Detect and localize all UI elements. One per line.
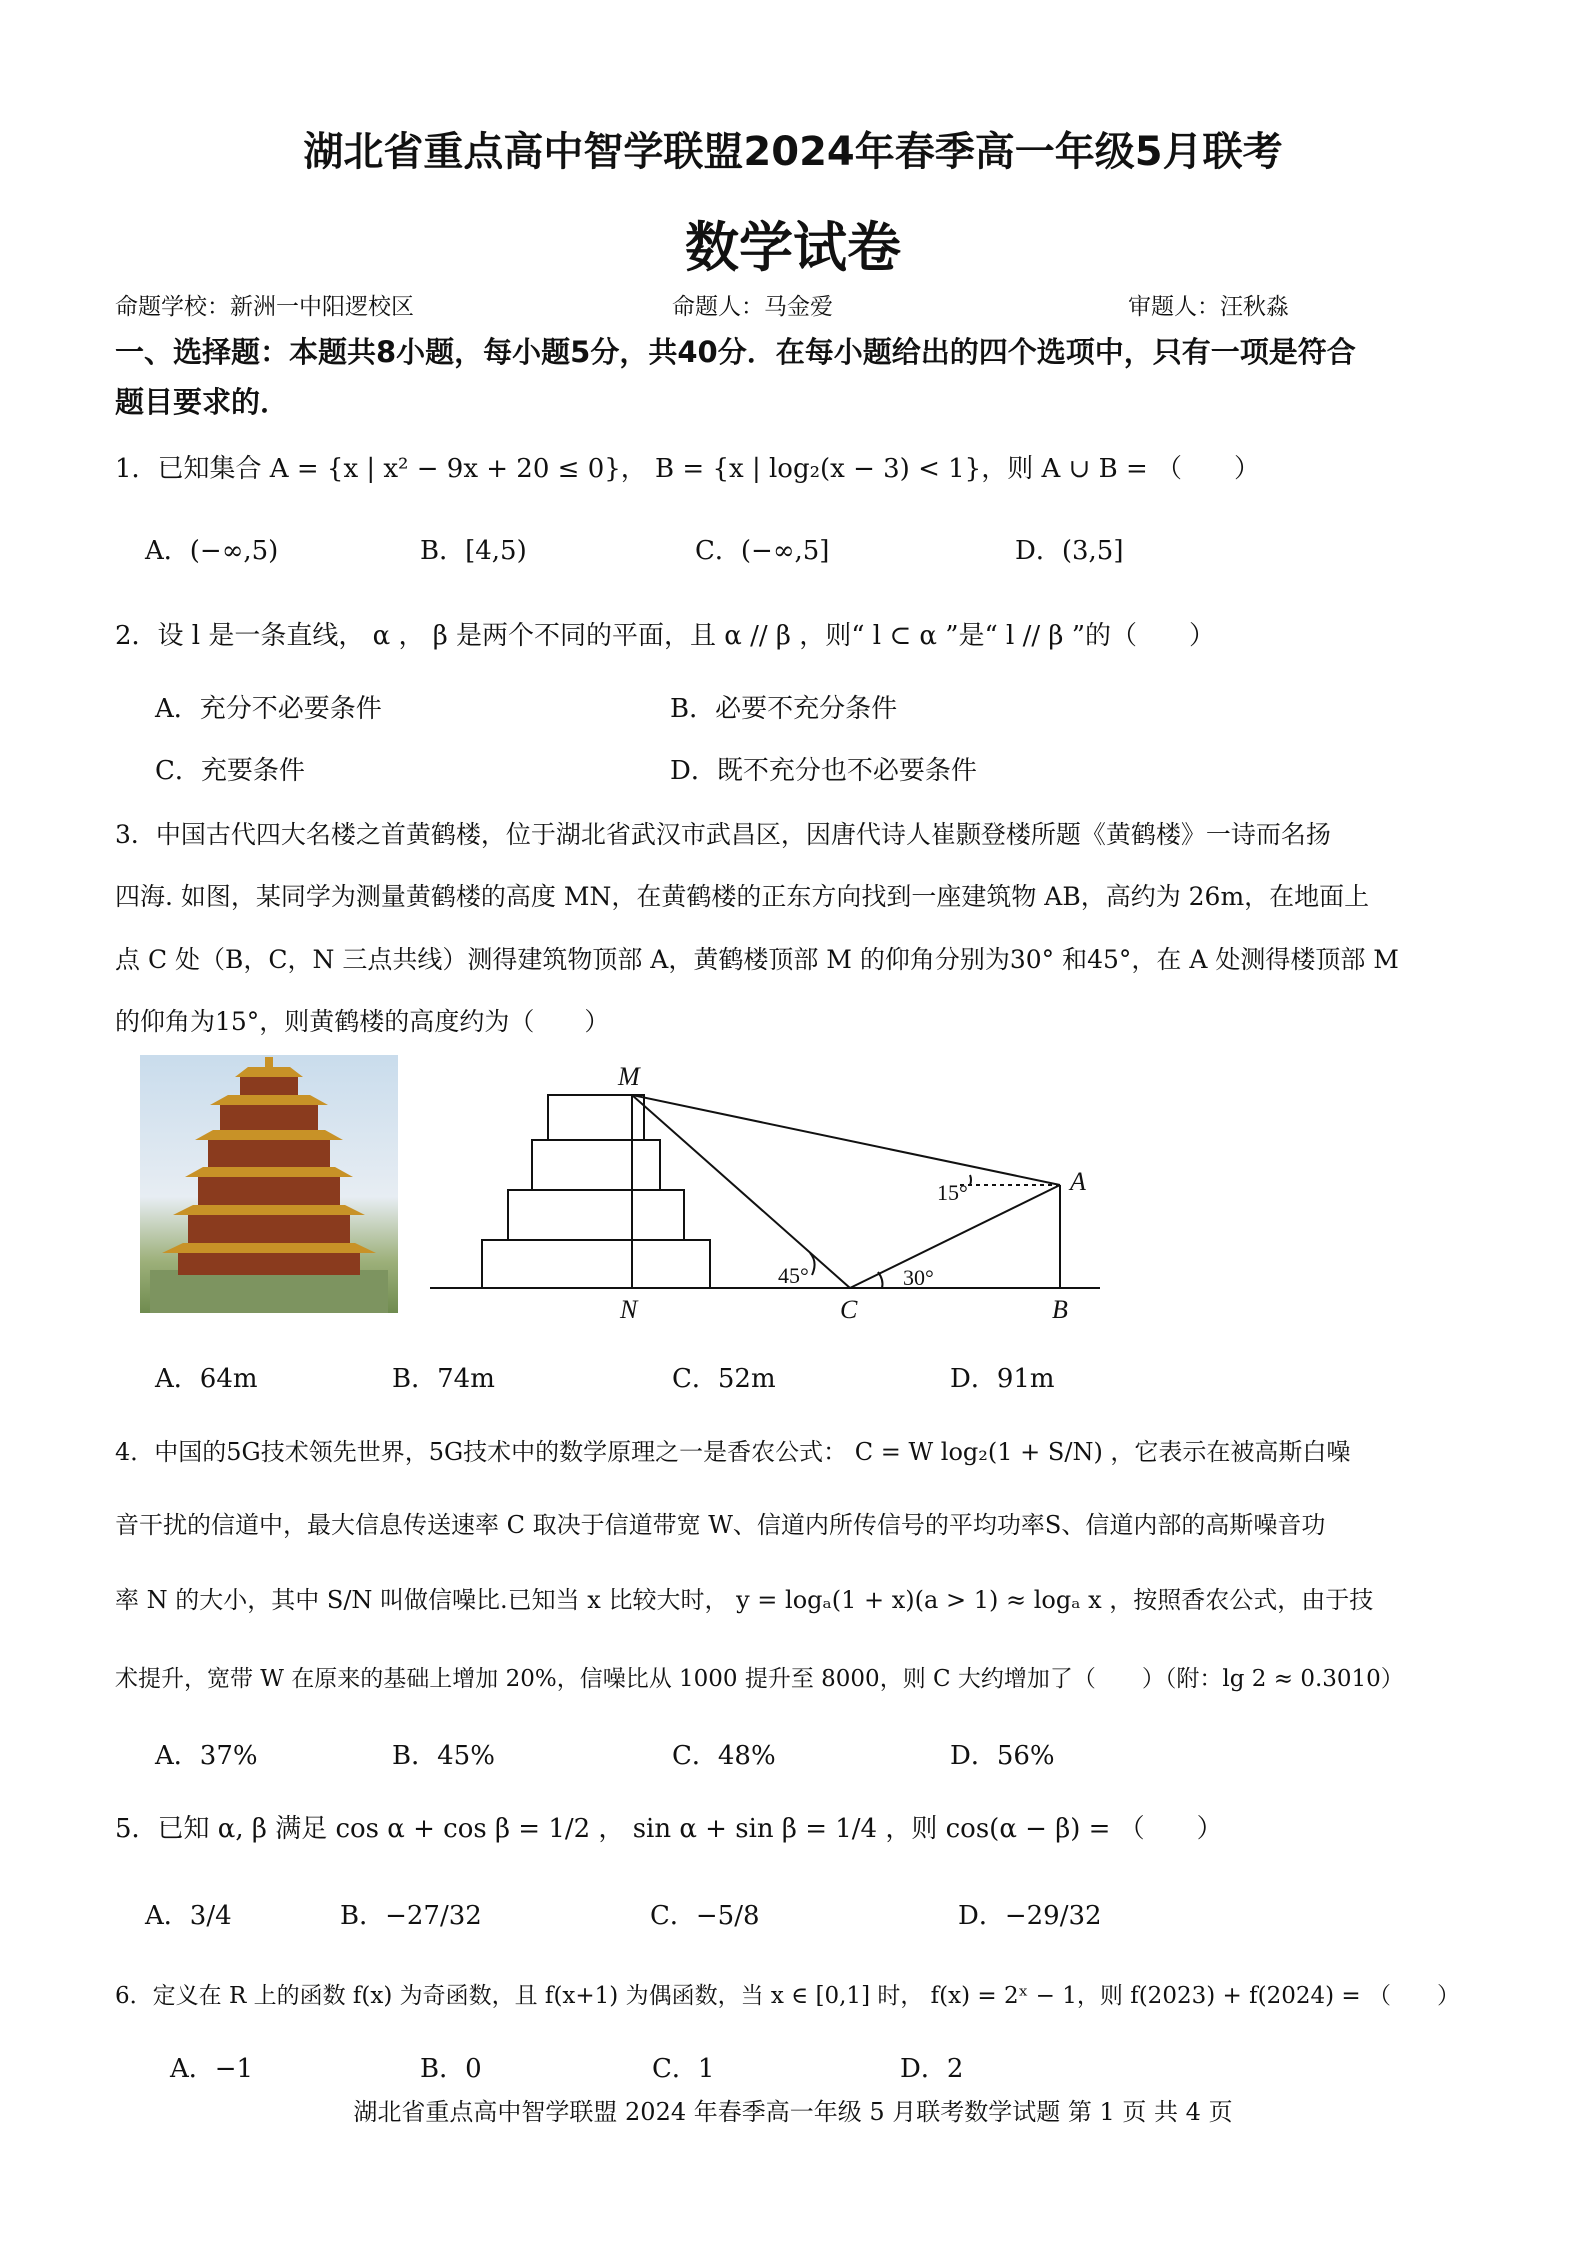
- exam-subtitle: 数学试卷: [685, 216, 901, 279]
- meta-school: 命题学校：新洲一中阳逻校区: [115, 294, 414, 320]
- question-4-line-3: 率 N 的大小，其中 S/N 叫做信噪比.已知当 x 比较大时， y = logₐ(1 + x)(a > 1) ≈ logₐ x ，按照香农公式，由于技: [115, 1586, 1374, 1614]
- q5-option-c: C．−5/8: [650, 1901, 760, 1931]
- point-b-label: B: [1052, 1295, 1068, 1324]
- point-m-label: M: [618, 1062, 640, 1091]
- question-1: 1．已知集合 A = {x | x² − 9x + 20 ≤ 0}， B = {x | log₂(x − 3) < 1}，则 A ∪ B = （ ）: [115, 454, 1260, 484]
- q4-option-b: B．45%: [392, 1741, 495, 1771]
- q2-option-d: D．既不充分也不必要条件: [670, 756, 977, 786]
- q6-option-d: D．2: [900, 2054, 964, 2084]
- question-6: 6．定义在 R 上的函数 f(x) 为奇函数，且 f(x+1) 为偶函数，当 x ∈ [0,1] 时， f(x) = 2ˣ − 1，则 f(2023) + f(2024) = （ ）: [115, 1983, 1460, 2009]
- q1-option-d: D．(3,5]: [1015, 536, 1124, 566]
- meta-reviewer: 审题人：汪秋淼: [1128, 294, 1289, 320]
- q4-option-c: C．48%: [672, 1741, 776, 1771]
- question-4-line-4: 术提升，宽带 W 在原来的基础上增加 20%，信噪比从 1000 提升至 8000，则 C 大约增加了（ ）（附：lg 2 ≈ 0.3010）: [115, 1666, 1404, 1692]
- q1-option-b: B．[4,5): [420, 536, 527, 566]
- question-5: 5．已知 α, β 满足 cos α + cos β = 1/2 ， sin α + sin β = 1/4 ，则 cos(α − β) = （ ）: [115, 1814, 1223, 1844]
- point-c-label: C: [840, 1295, 858, 1324]
- question-3-line-3: 点 C 处（B，C，N 三点共线）测得建筑物顶部 A，黄鹤楼顶部 M 的仰角分别为30° 和45°，在 A 处测得楼顶部 M: [115, 945, 1399, 974]
- q6-option-a: A．−1: [170, 2054, 254, 2084]
- question-4-line-2: 音干扰的信道中，最大信息传送速率 C 取决于信道带宽 W、信道内所传信号的平均功率S、信道内部的高斯噪音功: [115, 1511, 1326, 1539]
- q6-option-b: B．0: [420, 2054, 482, 2084]
- question-2: 2．设 l 是一条直线， α ， β 是两个不同的平面，且 α // β ，则“ l ⊂ α ”是“ l // β ”的（ ）: [115, 621, 1216, 651]
- q3-diagram: [420, 1055, 1120, 1335]
- yellow-crane-tower-photo: [140, 1055, 398, 1313]
- exam-title: 湖北省重点高中智学联盟2024年春季高一年级5月联考: [303, 129, 1283, 175]
- q5-option-b: B．−27/32: [340, 1901, 482, 1931]
- angle-45-label: 45°: [778, 1263, 809, 1288]
- q6-option-c: C．1: [652, 2054, 715, 2084]
- question-3-line-4: 的仰角为15°，则黄鹤楼的高度约为（ ）: [115, 1007, 610, 1036]
- q3-option-c: C．52m: [672, 1364, 776, 1394]
- q2-option-b: B．必要不充分条件: [670, 694, 898, 724]
- q1-option-a: A．(−∞,5): [145, 536, 279, 566]
- question-3-line-2: 四海. 如图，某同学为测量黄鹤楼的高度 MN，在黄鹤楼的正东方向找到一座建筑物 AB，高约为 26m，在地面上: [115, 882, 1370, 911]
- q3-option-a: A．64m: [155, 1364, 258, 1394]
- q4-option-a: A．37%: [155, 1741, 258, 1771]
- q2-option-a: A．充分不必要条件: [155, 694, 382, 724]
- q4-option-d: D．56%: [950, 1741, 1055, 1771]
- q5-option-a: A．3/4: [145, 1901, 232, 1931]
- q5-option-d: D．−29/32: [958, 1901, 1102, 1931]
- point-a-label: A: [1070, 1167, 1086, 1196]
- q3-option-b: B．74m: [392, 1364, 495, 1394]
- q1-option-c: C．(−∞,5]: [695, 536, 830, 566]
- q2-option-c: C．充要条件: [155, 756, 305, 786]
- angle-15-label: 15°: [937, 1180, 968, 1205]
- question-4-line-1: 4．中国的5G技术领先世界，5G技术中的数学原理之一是香农公式： C = W log₂(1 + S/N) ，它表示在被高斯白噪: [115, 1438, 1351, 1466]
- question-3-line-1: 3．中国古代四大名楼之首黄鹤楼，位于湖北省武汉市武昌区，因唐代诗人崔颢登楼所题《黄鹤楼》一诗而名扬: [115, 820, 1331, 849]
- meta-author: 命题人：马金爱: [672, 294, 833, 320]
- angle-30-label: 30°: [903, 1265, 934, 1290]
- point-n-label: N: [620, 1295, 638, 1324]
- section-heading: 一、选择题：本题共8小题，每小题5分，共40分．在每小题给出的四个选项中，只有一项是符合: [115, 335, 1356, 369]
- q3-option-d: D．91m: [950, 1364, 1055, 1394]
- section-heading-cont: 题目要求的．: [115, 385, 290, 419]
- page-footer: 湖北省重点高中智学联盟 2024 年春季高一年级 5 月联考数学试题 第 1 页 共 4 页: [353, 2098, 1233, 2126]
